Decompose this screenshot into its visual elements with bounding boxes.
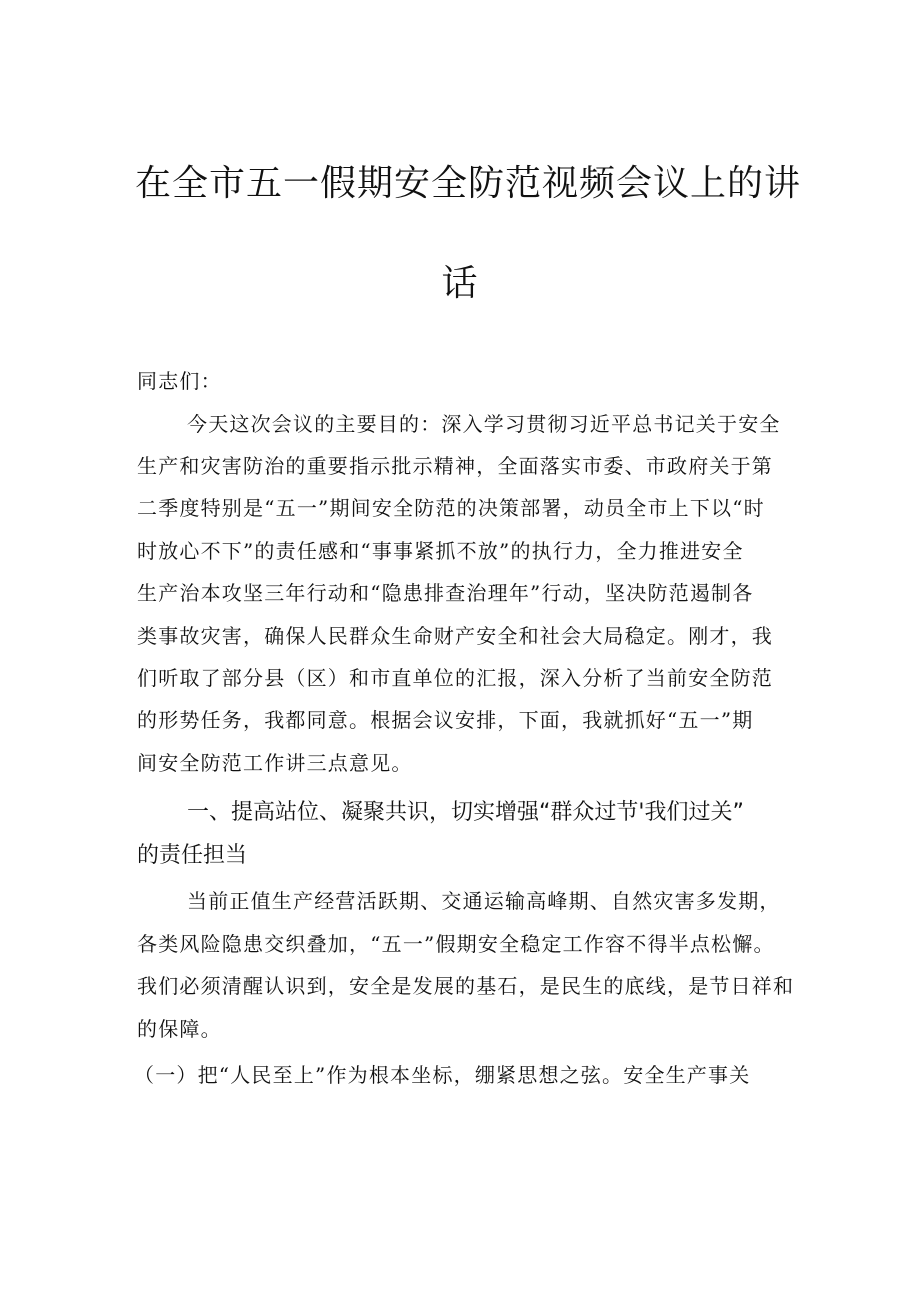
paragraph-line: 我们必须清醒认识到，安全是发展的基石，是民生的底线，是节日祥和 bbox=[137, 974, 795, 998]
subpoint-line: （一）把“人民至上”作为根本坐标，绷紧思想之弦。安全生产事关 bbox=[134, 1063, 751, 1087]
paragraph-line: 间安全防范工作讲三点意见。 bbox=[137, 751, 413, 775]
paragraph-line: 各类风险隐患交织叠加，“五一”假期安全稳定工作容不得半点松懈。 bbox=[137, 932, 775, 956]
paragraph-line: 二季度特别是“五一”期间安全防范的决策部署，动员全市上下以“时 bbox=[137, 496, 765, 520]
document-title-line-2: 话 bbox=[441, 263, 479, 304]
paragraph-line: 们听取了部分县（区）和市直单位的汇报，深入分析了当前安全防范 bbox=[137, 666, 773, 690]
salutation: 同志们： bbox=[137, 369, 222, 393]
paragraph-line: 当前正值生产经营活跃期、交通运输高峰期、自然灾害多发期， bbox=[187, 889, 781, 913]
paragraph-line: 类事故灾害，确保人民群众生命财产安全和社会大局稳定。刚才，我 bbox=[137, 624, 773, 648]
paragraph-line: 的形势任务，我都同意。根据会议安排，下面，我就抓好“五一”期 bbox=[137, 708, 754, 732]
document-title-line-1: 在全市五一假期安全防范视频会议上的讲 bbox=[135, 163, 802, 204]
paragraph-line: 时放心不下”的责任感和“事事紧抓不放”的执行力，全力推进安全 bbox=[137, 539, 744, 563]
paragraph-line: 生产治本攻坚三年行动和“隐患排查治理年”行动，坚决防范遏制各 bbox=[137, 581, 754, 605]
section-heading-line-2: 的责任担当 bbox=[137, 843, 248, 868]
paragraph-line: 的保障。 bbox=[137, 1017, 222, 1041]
section-heading-line-1: 一、提高站位、凝聚共识，切实增强“群众过节'我们过关” bbox=[187, 800, 744, 825]
paragraph-line: 生产和灾害防治的重要指示批示精神，全面落实市委、市政府关于第 bbox=[137, 454, 773, 478]
paragraph-line: 今天这次会议的主要目的：深入学习贯彻习近平总书记关于安全 bbox=[187, 412, 781, 436]
